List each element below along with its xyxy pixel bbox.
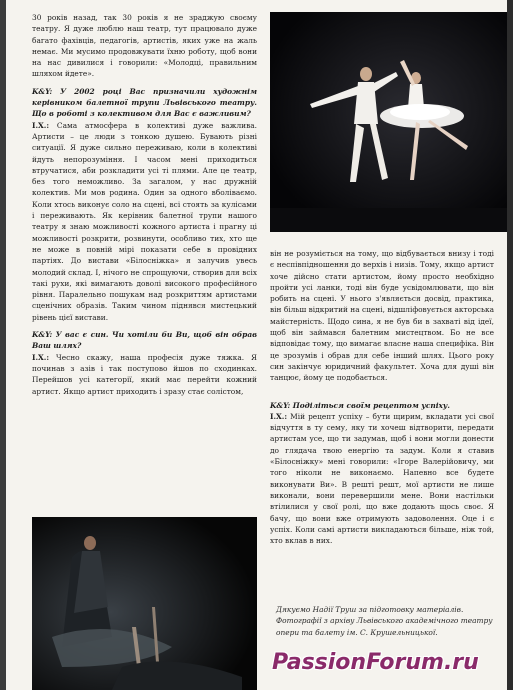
right-text-column [270, 248, 494, 546]
ballet-duet-photo [270, 12, 507, 232]
continued-paragraph: він не розуміється на тому, що відбувається внизу і тоді є неспівпідношення до верхів і низів. Тому, якщо артист хоче дійсно стати артистом, йому просто необхідно пройти усі ланки, тоді він буде усвідомлювати, що він робить на сцені. У нього з'являється досвід, практика, він більш відкритий на сцені, відшліфовується акторська майстерність. Щодо сина, я не був би в захваті від ідеї, щоб він займався балетним мистецтвом. Бо не все відповідає тому, що вимагає власне наша специфіка. Він це зрозумів і обрав для себе інший шлях. Цього року син закінчує юридичний факультет. Хоча для душі він танцює, йому це подобається. [270, 249, 494, 383]
stage-scene-photo [32, 517, 257, 690]
magazine-page [6, 0, 507, 690]
answer-2-speaker: І.Х.: [32, 352, 50, 362]
answer-2-text: Чесно скажу, наша професія дуже тяжка. Я починав з азів і так поступово йшов по сходинках. Перейшов усі категорії, який має перейти кожний артист. Якщо артист приходить і зразу стає солістом, [32, 352, 257, 396]
site-watermark: PassionForum.ru [272, 650, 479, 675]
ballet-duet-illustration [270, 12, 507, 232]
question-2: K&Y: У вас є син. Чи хотіли би Ви, щоб він обрав Ваш шлях? [32, 330, 257, 351]
left-text-column [32, 12, 257, 397]
answer-1-text: Сама атмосфера в колективі дуже важлива. Артисти – це люди з тонкою душею. Бувають різні ситуації. Я дуже сильно переживаю, коли в колективі йдуть непорозуміння. І часом мені приходиться втручатися, аби розкладити усі ті плями. Але це театр, без того неможливо. За загалом, у нас дружній колектив. Ми мов родина. Один за одного вболіваємо. Коли хтось виконує соло на сцені, всі стоять за кулісами і переживають. Як керівник балетної трупи нашого театру я знаю можливості кожного артиста і прагну ці можливості розкрити, розвинути, особливо тих, хто ще не може в повній мірі показати себе в провідних партіях. До вистави «Білосніжка» я залучив увесь молодий склад. І, нічого не спрощуючи, створив для всіх такі рухи, які вимагають доволі високого професійного рівня. Паралельно пошукам над розкриттям артистами сценічних образів. Таким чином піднявся мистецький рівень цієї вистави. [32, 120, 257, 322]
answer-3-text: Мій рецепт успіху – бути щирим, вкладати усі свої відчуття в ту сему, яку ти хочеш відтворити, передати артистам усе, що ти задумав, щоб і вони могли донести до глядача твою енергію та задум. Коли я ставив «Білосніжку» мені говорили: «Ігоре Валерійовичу, ми того ніколи не виконаємо. Напевно все будете виконувати Ви». В решті решт, мої артисти не лише виконали, вони перевершили мене. Вони настільки втілилися у свої ролі, що вже додають щось своє. Я бачу, що вони вже отримують задоволення. Оце і є успіх. Коли самі артисти викладаються більше, ніж той, хто вклав в них. [270, 411, 494, 546]
question-3: K&Y: Поділіться своїм рецептом успіху. [270, 400, 450, 410]
intro-paragraph: 30 років назад, так 30 років я не зраджую своєму театру. Я дуже люблю наш театр, тут працювало дуже багато фахівців, педагогів, артистів, яких уже на жаль немає. Ми мусимо продовжувати їхню роботу, щоб вони на нас дивилися і говорили: «Молодці, правильним шляхом йдете». [32, 13, 257, 79]
answer-3-speaker: І.Х.: [270, 411, 288, 421]
answer-1-speaker: І.Х.: [32, 120, 50, 130]
photo-credits: Дякуємо Надії Труш за підготовку матеріалів. Фотографії з архіву Львівського академічного театру опери та балету ім. С. Крушельницької. [276, 605, 493, 637]
question-1: K&Y: У 2002 році Вас призначили художнім керівником балетної трупи Львівського театру. Що в роботі з колективом для Вас є важливим? [32, 86, 257, 119]
answer-3 [270, 411, 494, 547]
stage-scene-illustration [32, 517, 257, 690]
answer-1 [32, 120, 257, 323]
page-edge-shadow [507, 0, 513, 690]
answer-2 [32, 352, 257, 397]
